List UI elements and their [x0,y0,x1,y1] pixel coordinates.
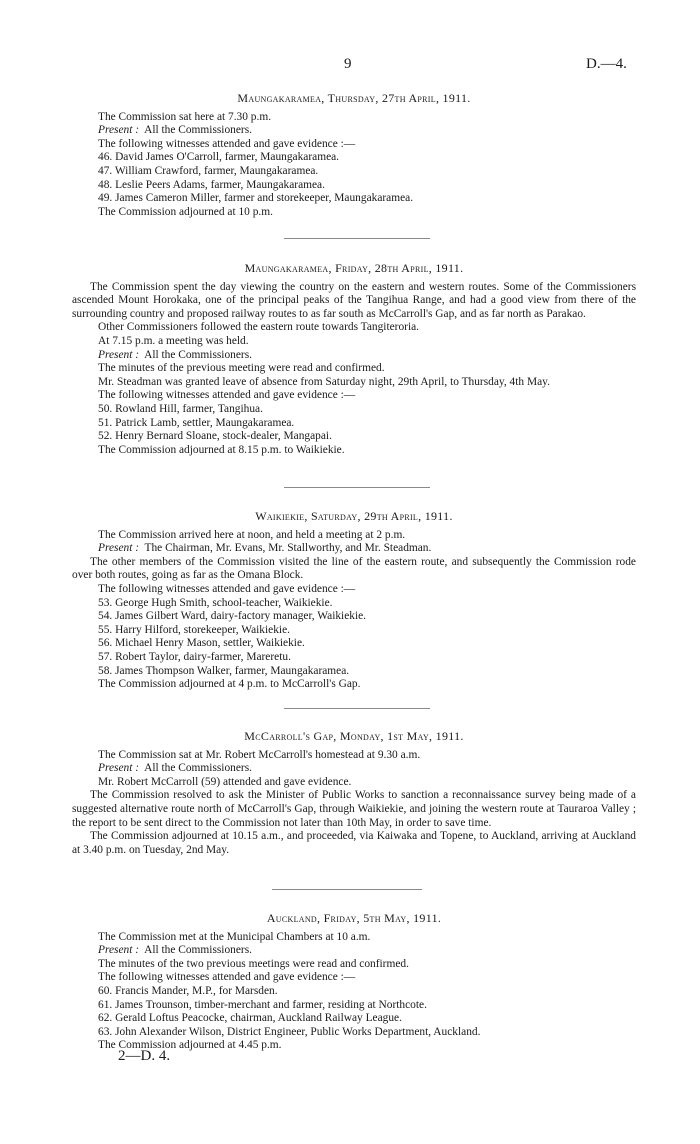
text-line: The Commission sat at Mr. Robert McCarroll's homestead at 9.30 a.m. [98,748,421,761]
text-line: The following witnesses attended and gave evidence :— [98,389,356,402]
text-line: The Commission sat here at 7.30 p.m. [98,110,272,123]
witness-item: 48. Leslie Peers Adams, farmer, Maungakaramea. [98,178,325,191]
witness-item: 57. Robert Taylor, dairy-farmer, Mareretu. [98,650,291,663]
present-line [80,762,628,776]
paragraph: The other members of the Commission visited the line of the eastern route, and subsequently the Commission rode over both routes, going as far as the Omana Block. [72,555,636,582]
present-label: Present : [98,944,140,957]
section-heading: Waikiekie, Saturday, 29th April, 1911. [255,509,453,523]
present-value: All the Commissioners. [144,124,252,137]
section-auckland [80,912,628,1053]
footer-reference: 2—D. 4. [118,1048,171,1064]
text-line: At 7.15 p.m. a meeting was held. [98,334,249,347]
witness-item: 51. Patrick Lamb, settler, Maungakaramea. [98,416,295,429]
document-reference: D.—4. [586,56,627,72]
section-divider [272,889,422,890]
text-line: The Commission adjourned at 8.15 p.m. to Waikiekie. [98,443,345,456]
witness-item: 46. David James O'Carroll, farmer, Maungakaramea. [98,151,340,164]
section-heading: McCarroll's Gap, Monday, 1st May, 1911. [244,729,464,743]
present-value: All the Commissioners. [144,944,252,957]
witness-item: 53. George Hugh Smith, school-teacher, Waikiekie. [98,596,333,609]
section-heading: Maungakaramea, Thursday, 27th April, 1911. [237,91,471,105]
page-header [0,58,700,76]
present-label: Present : [98,348,140,361]
paragraph: The Commission spent the day viewing the country on the eastern and western routes. Some of the Commissioners ascended Mount Horokaka, one of the principal peaks of the Tangihua Range, and had a good view from there of the surrounding country and proposed railway routes to as far south as McCarroll's Gap, and as far north as Parakao. [72,280,636,320]
present-line [80,944,628,958]
text-line: The minutes of the two previous meetings were read and confirmed. [98,957,409,970]
section-heading: Maungakaramea, Friday, 28th April, 1911. [244,261,464,275]
text-line: The Commission adjourned at 4 p.m. to McCarroll's Gap. [98,678,361,691]
section-maungakaramea-thursday [80,92,628,219]
witness-item: 55. Harry Hilford, storekeeper, Waikiekie. [98,623,290,636]
present-value: All the Commissioners. [144,762,252,775]
text-line: The Commission adjourned at 4.45 p.m. [98,1039,282,1052]
paragraph: The Commission adjourned at 10.15 a.m., and proceeded, via Kaiwaka and Topene, to Auckland, arriving at Auckland at 3.40 p.m. on Tuesday, 2nd May. [72,830,636,856]
section-heading: Auckland, Friday, 5th May, 1911. [266,911,442,925]
witness-item: 49. James Cameron Miller, farmer and storekeeper, Maungakaramea. [98,192,414,205]
present-value: The Chairman, Mr. Evans, Mr. Stallworthy, and Mr. Steadman. [144,542,432,555]
witness-item: 54. James Gilbert Ward, dairy-factory manager, Waikiekie. [98,610,367,623]
witness-item: 63. John Alexander Wilson, District Engineer, Public Works Department, Auckland. [98,1025,481,1038]
witness-item: 62. Gerald Loftus Peacocke, chairman, Auckland Railway League. [98,1012,402,1025]
text-line: The Commission arrived here at noon, and held a meeting at 2 p.m. [98,528,406,541]
section-mccarrolls-gap [72,729,636,857]
text-line: Mr. Robert McCarroll (59) attended and gave evidence. [98,775,352,788]
section-waikiekie [72,509,636,692]
section-divider [284,708,430,709]
present-line [80,349,628,363]
present-label: Present : [98,762,140,775]
text-line: The following witnesses attended and gave evidence :— [98,137,356,150]
section-divider [284,487,430,488]
witness-item: 50. Rowland Hill, farmer, Tangihua. [98,402,263,415]
text-line: The Commission met at the Municipal Chambers at 10 a.m. [98,930,371,943]
witness-item: 56. Michael Henry Mason, settler, Waikiekie. [98,637,305,650]
witness-item: 52. Henry Bernard Sloane, stock-dealer, Mangapai. [98,430,332,443]
present-label: Present : [98,542,140,555]
witness-item: 58. James Thompson Walker, farmer, Maungakaramea. [98,664,350,677]
text-line: The minutes of the previous meeting were read and confirmed. [98,362,385,375]
present-value: All the Commissioners. [144,348,252,361]
witness-item: 61. James Trounson, timber-merchant and farmer, residing at Northcote. [98,998,427,1011]
text-line: Mr. Steadman was granted leave of absence from Saturday night, 29th April, to Thursday, 4th May. [98,375,550,388]
section-maungakaramea-friday [72,261,636,457]
present-line [80,124,628,138]
witness-item: 47. William Crawford, farmer, Maungakaramea. [98,164,319,177]
witness-item: 60. Francis Mander, M.P., for Marsden. [98,984,278,997]
page-number: 9 [344,56,352,72]
text-line: The following witnesses attended and gave evidence :— [98,582,356,595]
text-line: The Commission adjourned at 10 p.m. [98,205,273,218]
text-line: Other Commissioners followed the eastern route towards Tangiteroria. [98,321,420,334]
section-divider [284,238,430,239]
paragraph: The Commission resolved to ask the Minister of Public Works to sanction a reconnaissance survey being made of a suggested alternative route north of McCarroll's Gap, through Waikiekie, and joining the western route at Tauraroa Valley ; the report to be sent direct to the Commission not later than 10th May, in order to save time. [72,789,636,829]
text-line: The following witnesses attended and gave evidence :— [98,971,356,984]
present-label: Present : [98,124,140,137]
present-line [80,542,628,556]
